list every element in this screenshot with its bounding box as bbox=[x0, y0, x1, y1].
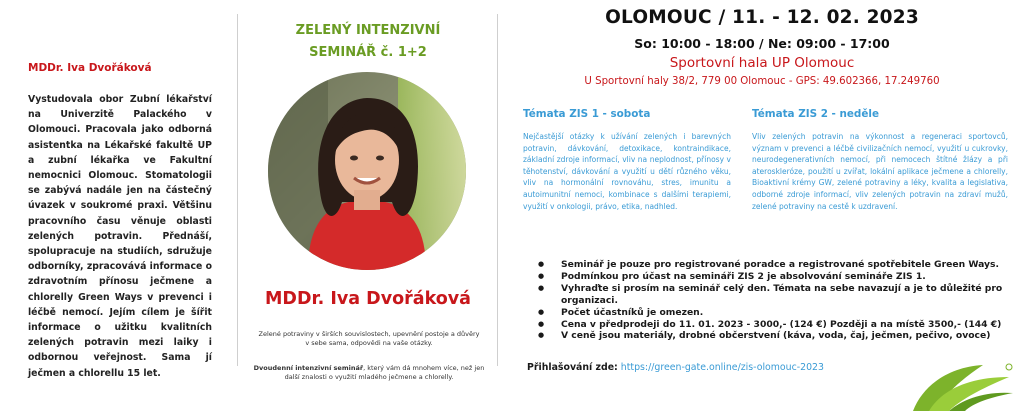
info-item: ● Vyhraďte si prosím na seminář celý den. Témata na sebe navazují a je to důležité pro organizaci. bbox=[538, 283, 1003, 307]
topic-title-zis1: Témata ZIS 1 - sobota bbox=[523, 108, 651, 120]
registration-link[interactable]: https://green-gate.online/zis-olomouc-2023 bbox=[620, 362, 824, 373]
info-item: ● Seminář je pouze pro registrované poradce a registrované spotřebitele Green Ways. bbox=[538, 259, 1003, 271]
speaker-name-large: MDDr. Iva Dvořáková bbox=[265, 289, 471, 309]
event-venue: Sportovní hala UP Olomouc bbox=[669, 55, 855, 71]
event-time: So: 10:00 - 18:00 / Ne: 09:00 - 17:00 bbox=[634, 36, 890, 51]
topic-title-zis2: Témata ZIS 2 - neděle bbox=[752, 108, 880, 120]
seminar-description-2-rest: , který vám dá mnohem více, než jen další znalosti o využití mladého ječmene a chlorelly. bbox=[284, 364, 485, 382]
registration-label: Přihlašování zde: bbox=[527, 362, 618, 373]
registration-line bbox=[527, 362, 824, 373]
speaker-bio-column bbox=[28, 62, 212, 381]
speaker-bio-text: Vystudovala obor Zubní lékařství na Univerzitě Palackého v Olomouci. Pracovala jako odborná asistentka na Lékařské fakultě UP a zubní lékařka ve Fakultní nemocnici Olomouc. Stomatologii se zabývá nadále jen na částečný úvazek v soukromé praxi. Většinu pracovního času věnuje oblasti zelených potravin. Přednáší, spolupracuje na studiích, sdružuje odborníky, zpracovává informace o zdravotním přínosu ječmene a chlorelly Green Ways v prevenci i léčbě nemocí. Jejím cílem je šířit informace o užitku kvalitních zelených potravin mezi laiky i odbornou veřejnost. Sama jí ječmen a chlorellu 15 let. bbox=[28, 94, 212, 379]
column-divider bbox=[237, 14, 238, 366]
seminar-title-line-1: ZELENÝ INTENZIVNÍ bbox=[295, 23, 441, 38]
speaker-name-heading: MDDr. Iva Dvořáková bbox=[28, 62, 152, 74]
seminar-description-2-bold: Dvoudenní intenzivní seminář bbox=[253, 364, 364, 372]
column-divider bbox=[497, 14, 498, 366]
seminar-title bbox=[248, 20, 488, 64]
event-title: OLOMOUC / 11. - 12. 02. 2023 bbox=[605, 7, 919, 28]
speaker-portrait-photo bbox=[268, 72, 466, 270]
topic-text-zis2: Vliv zelených potravin na výkonnost a regeneraci sportovců, význam v prevenci a léčbě civilizačních nemocí, využití u cukrovky, neurodegenerativních nemocí, při nemocech štítné žlázy a při ateroskleróze, použití u zvířat, lokální aplikace ječmene a chlorelly, Bioaktivní krémy GW, zelené potraviny a léky, kvalita a legislativa, odborné zdroje informací, vliv zelených potravin na zdraví mužů, zelené potraviny na cestě k uzdravení. bbox=[752, 132, 1008, 211]
info-item: ● Počet účastníků je omezen. bbox=[538, 307, 1003, 319]
seminar-title-line-2: SEMINÁŘ č. 1+2 bbox=[309, 45, 427, 60]
info-item: ● V ceně jsou materiály, drobné občerstvení (káva, voda, čaj, ječmen, pečivo, ovoce) bbox=[538, 330, 1003, 342]
seminar-description: Zelené potraviny v širších souvislostech, upevnění postoje a důvěry v sebe sama, odpovědi na vaše otázky. bbox=[258, 330, 480, 348]
info-item: ● Podmínkou pro účast na semináři ZIS 2 je absolvování semináře ZIS 1. bbox=[538, 271, 1003, 283]
green-leaves-logo bbox=[905, 355, 1017, 413]
portrait-illustration bbox=[268, 72, 466, 270]
info-list bbox=[538, 259, 1003, 342]
topic-text-zis1: Nejčastější otázky k užívání zelených i barevných potravin, dávkování, detoxikace, kontraindikace, základní zdroje informací, vliv na neplodnost, přínosy v těhotenství, dávkování a využití u dětí různého věku, vliv na hormonální rovnováhu, stres, imunitu a autoimunitní nemoci, kombinace s dalšími terapiemi, využití v onkologii, právo, etika, nadhled. bbox=[523, 132, 731, 211]
info-item: ● Cena v předprodeji do 11. 01. 2023 - 3000,- (124 €) Později a na místě 3500,- (144 €) bbox=[538, 319, 1003, 331]
leaf-icon bbox=[905, 355, 1017, 413]
seminar-description-2 bbox=[252, 364, 486, 383]
event-address: U Sportovní haly 38/2, 779 00 Olomouc - GPS: 49.602366, 17.249760 bbox=[584, 76, 940, 87]
